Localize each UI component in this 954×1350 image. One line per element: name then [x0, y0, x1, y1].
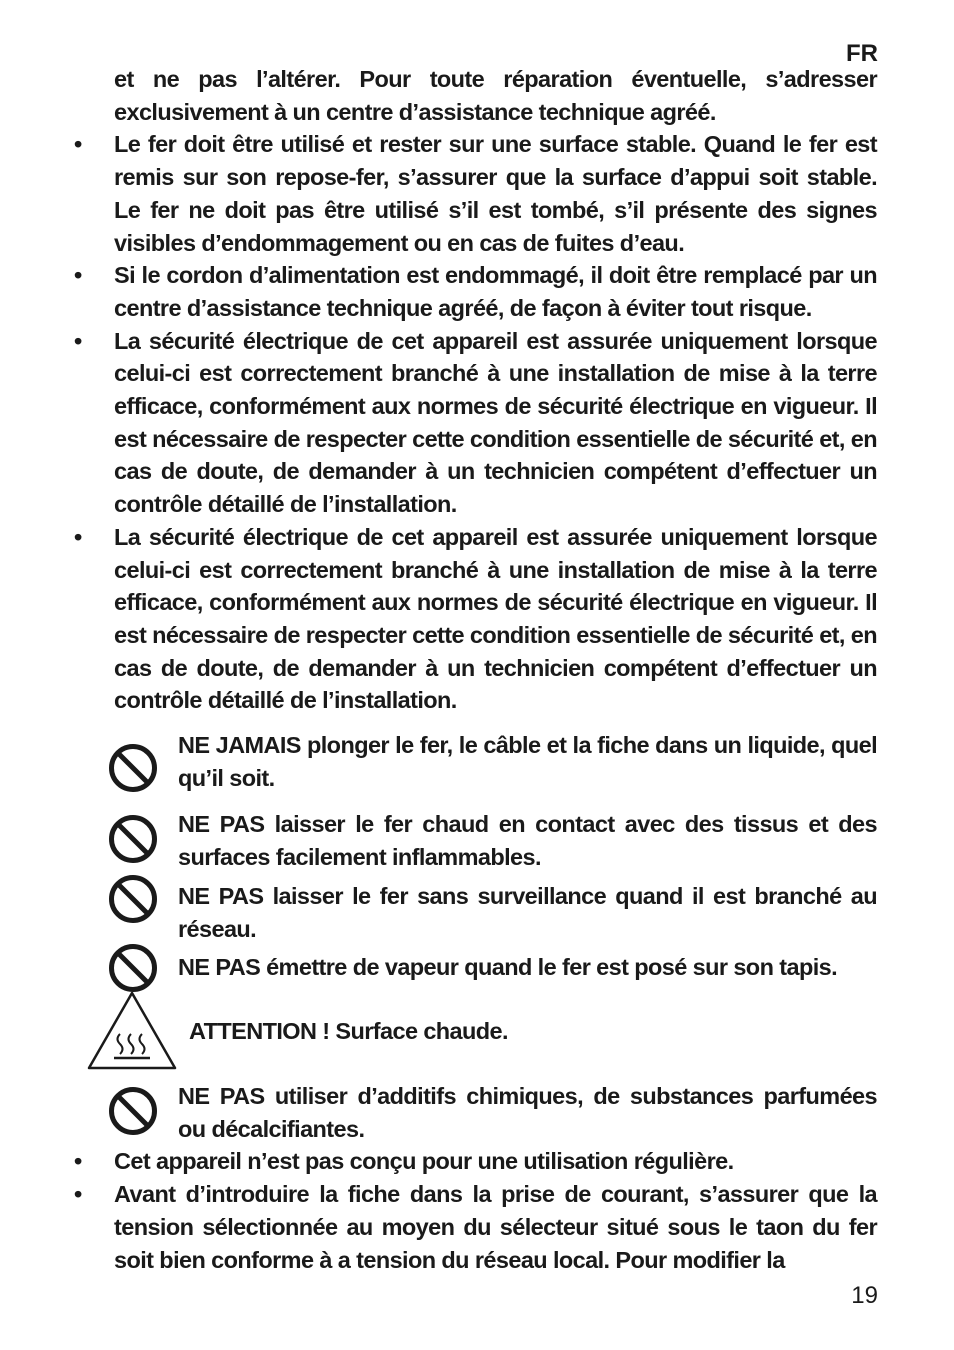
- hot-surface-warning: [70, 1000, 877, 1080]
- bullet-marker: •: [74, 131, 82, 158]
- warning-item: NE PAS laisser le fer chaud en contact avec des tissus et des surfaces facilement inflammables.: [70, 808, 877, 873]
- page-content: [70, 63, 877, 1276]
- bullet-marker: •: [74, 1148, 82, 1175]
- bullet-marker: •: [74, 1181, 82, 1208]
- prohibition-icon: [108, 814, 158, 864]
- hot-surface-warning-icon: [86, 990, 178, 1072]
- prohibition-icon: [108, 1086, 158, 1136]
- list-item: • Avant d’introduire la fiche dans la prise de courant, s’assurer que la tension sélectionnée au moyen du sélecteur situé sous le taon du fer soit bien conforme à a tension du réseau local. Pour modifier la: [70, 1178, 877, 1276]
- list-item: • Si le cordon d’alimentation est endommagé, il doit être remplacé par un centre d’assistance technique agréé, de façon à éviter tout risque.: [70, 259, 877, 324]
- prohibition-icon: [108, 943, 158, 993]
- attention-text: ATTENTION ! Surface chaude.: [189, 1017, 508, 1044]
- warning-item: NE PAS émettre de vapeur quand le fer est posé sur son tapis.: [70, 951, 877, 984]
- page-number: 19: [851, 1282, 878, 1309]
- prohibition-icon: [108, 874, 158, 924]
- bullet-marker: •: [74, 523, 82, 550]
- list-item: • La sécurité électrique de cet appareil est assurée uniquement lorsque celui-ci est correctement branché à une installation de mise à la terre efficace, conformément aux normes de sécurité électrique en vigueur. Il est nécessaire de respecter cette condition essentielle de sécurité et, en cas de doute, de demander à un technicien compétent d’effectuer un contrôle détaillé de l’installation.: [70, 521, 877, 717]
- warning-item: NE PAS laisser le fer sans surveillance quand il est branché au réseau.: [70, 880, 877, 945]
- bullet-marker: •: [74, 327, 82, 354]
- prohibition-icon: [108, 743, 158, 793]
- warning-item: NE PAS utiliser d’additifs chimiques, de substances parfumées ou décalcifiantes.: [70, 1080, 877, 1145]
- list-item: • Le fer doit être utilisé et rester sur une surface stable. Quand le fer est remis sur son repose-fer, s’assurer que la surface d’appui soit stable. Le fer ne doit pas être utilisé s’il est tombé, s’il présente des signes visibles d’endommagement ou en cas de fuites d’eau.: [70, 128, 877, 259]
- list-item: • Cet appareil n’est pas conçu pour une utilisation régulière.: [70, 1145, 877, 1178]
- bullet-marker: •: [74, 262, 82, 289]
- list-item: • La sécurité électrique de cet appareil est assurée uniquement lorsque celui-ci est correctement branché à une installation de mise à la terre efficace, conformément aux normes de sécurité électrique en vigueur. Il est nécessaire de respecter cette condition essentielle de sécurité et, en cas de doute, de demander à un technicien compétent d’effectuer un contrôle détaillé de l’installation.: [70, 325, 877, 521]
- warning-item: NE JAMAIS plonger le fer, le câble et la fiche dans un liquide, quel qu’il soit.: [70, 729, 877, 794]
- intro-paragraph: et ne pas l’altérer. Pour toute réparation éventuelle, s’adresser exclusivement à un centre d’assistance technique agréé.: [114, 66, 877, 125]
- language-code: FR: [846, 40, 878, 67]
